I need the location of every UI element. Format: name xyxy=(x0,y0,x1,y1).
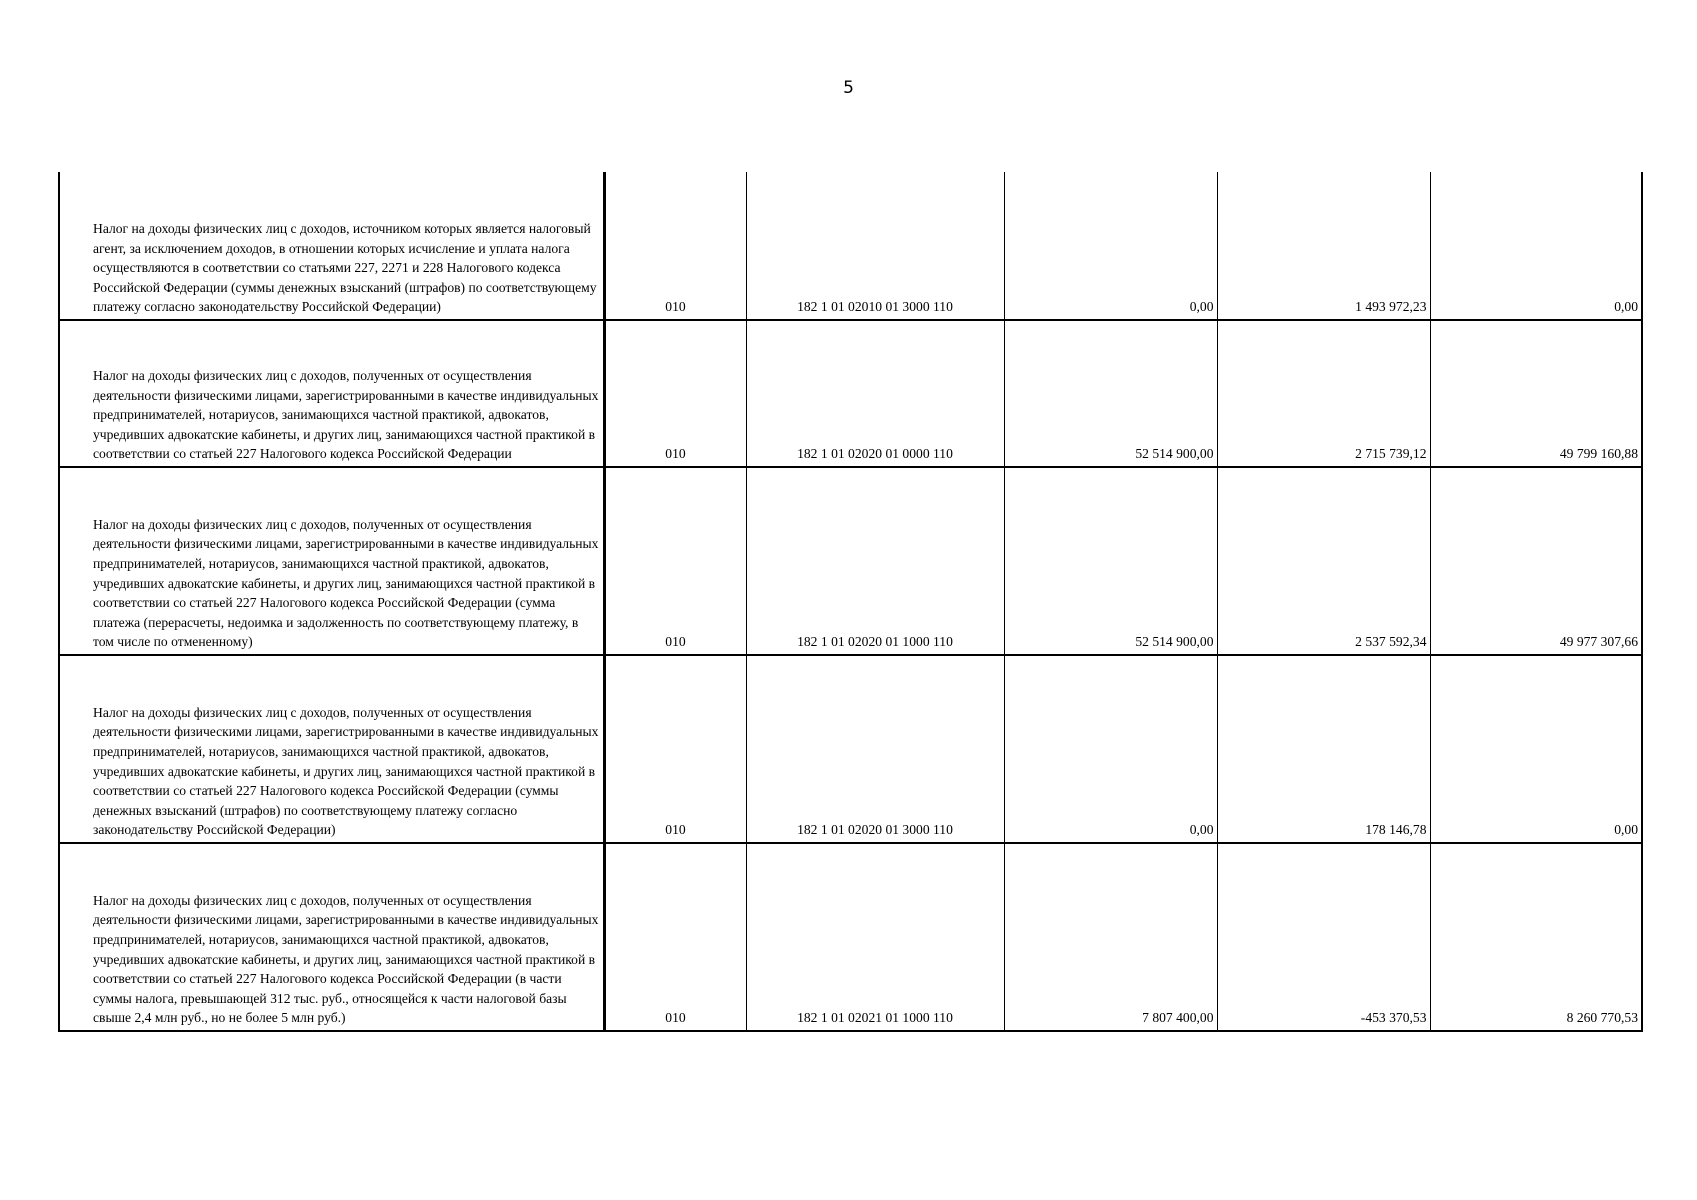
unexecuted-amount-cell: 49 977 307,66 xyxy=(1430,467,1642,655)
line-code-cell: 010 xyxy=(604,172,746,320)
budget-classification-code-cell: 182 1 01 02021 01 1000 110 xyxy=(746,843,1004,1031)
table-row xyxy=(59,467,1642,655)
unexecuted-amount-cell: 8 260 770,53 xyxy=(1430,843,1642,1031)
executed-amount-cell: -453 370,53 xyxy=(1217,843,1430,1031)
page-number: 5 xyxy=(843,78,854,98)
executed-amount-cell: 1 493 972,23 xyxy=(1217,172,1430,320)
line-code-cell: 010 xyxy=(604,843,746,1031)
line-code-cell: 010 xyxy=(604,655,746,843)
income-name-cell: Налог на доходы физических лиц с доходов, полученных от осуществления деятельности физическими лицами, зарегистрированными в качестве индивидуальных предпринимателей, нотариусов, занимающихся частной практикой, адвокатов, учредивших адвокатские кабинеты, и других лиц, занимающихся частной практикой в соответствии со статьей 227 Налогового кодекса Российской Федерации xyxy=(59,320,604,467)
table-row xyxy=(59,172,1642,320)
assigned-amount-cell: 7 807 400,00 xyxy=(1004,843,1217,1031)
table-row xyxy=(59,655,1642,843)
income-name-cell: Налог на доходы физических лиц с доходов, полученных от осуществления деятельности физическими лицами, зарегистрированными в качестве индивидуальных предпринимателей, нотариусов, занимающихся частной практикой, адвокатов, учредивших адвокатские кабинеты, и других лиц, занимающихся частной практикой в соответствии со статьей 227 Налогового кодекса Российской Федерации (в части суммы налога, превышающей 312 тыс. руб., относящейся к части налоговой базы свыше 2,4 млн руб., но не более 5 млн руб.) xyxy=(59,843,604,1031)
assigned-amount-cell: 0,00 xyxy=(1004,172,1217,320)
income-name-cell: Налог на доходы физических лиц с доходов, полученных от осуществления деятельности физическими лицами, зарегистрированными в качестве индивидуальных предпринимателей, нотариусов, занимающихся частной практикой, адвокатов, учредивших адвокатские кабинеты, и других лиц, занимающихся частной практикой в соответствии со статьей 227 Налогового кодекса Российской Федерации (суммы денежных взысканий (штрафов) по соответствующему платежу согласно законодательству Российской Федерации) xyxy=(59,655,604,843)
line-code-cell: 010 xyxy=(604,320,746,467)
unexecuted-amount-cell: 49 799 160,88 xyxy=(1430,320,1642,467)
assigned-amount-cell: 52 514 900,00 xyxy=(1004,467,1217,655)
budget-classification-code-cell: 182 1 01 02020 01 1000 110 xyxy=(746,467,1004,655)
budget-classification-code-cell: 182 1 01 02010 01 3000 110 xyxy=(746,172,1004,320)
table-row xyxy=(59,843,1642,1031)
table-row xyxy=(59,320,1642,467)
budget-classification-code-cell: 182 1 01 02020 01 3000 110 xyxy=(746,655,1004,843)
assigned-amount-cell: 0,00 xyxy=(1004,655,1217,843)
executed-amount-cell: 2 537 592,34 xyxy=(1217,467,1430,655)
budget-classification-code-cell: 182 1 01 02020 01 0000 110 xyxy=(746,320,1004,467)
unexecuted-amount-cell: 0,00 xyxy=(1430,172,1642,320)
executed-amount-cell: 2 715 739,12 xyxy=(1217,320,1430,467)
executed-amount-cell: 178 146,78 xyxy=(1217,655,1430,843)
line-code-cell: 010 xyxy=(604,467,746,655)
income-name-cell: Налог на доходы физических лиц с доходов, полученных от осуществления деятельности физическими лицами, зарегистрированными в качестве индивидуальных предпринимателей, нотариусов, занимающихся частной практикой, адвокатов, учредивших адвокатские кабинеты, и других лиц, занимающихся частной практикой в соответствии со статьей 227 Налогового кодекса Российской Федерации (сумма платежа (перерасчеты, недоимка и задолженность по соответствующему платежу, в том числе по отмененному) xyxy=(59,467,604,655)
assigned-amount-cell: 52 514 900,00 xyxy=(1004,320,1217,467)
revenue-table xyxy=(58,172,1643,1032)
unexecuted-amount-cell: 0,00 xyxy=(1430,655,1642,843)
income-name-cell: Налог на доходы физических лиц с доходов, источником которых является налоговый агент, за исключением доходов, в отношении которых исчисление и уплата налога осуществляются в соответствии со статьями 227, 2271 и 228 Налогового кодекса Российской Федерации (суммы денежных взысканий (штрафов) по соответствующему платежу согласно законодательству Российской Федерации) xyxy=(59,172,604,320)
